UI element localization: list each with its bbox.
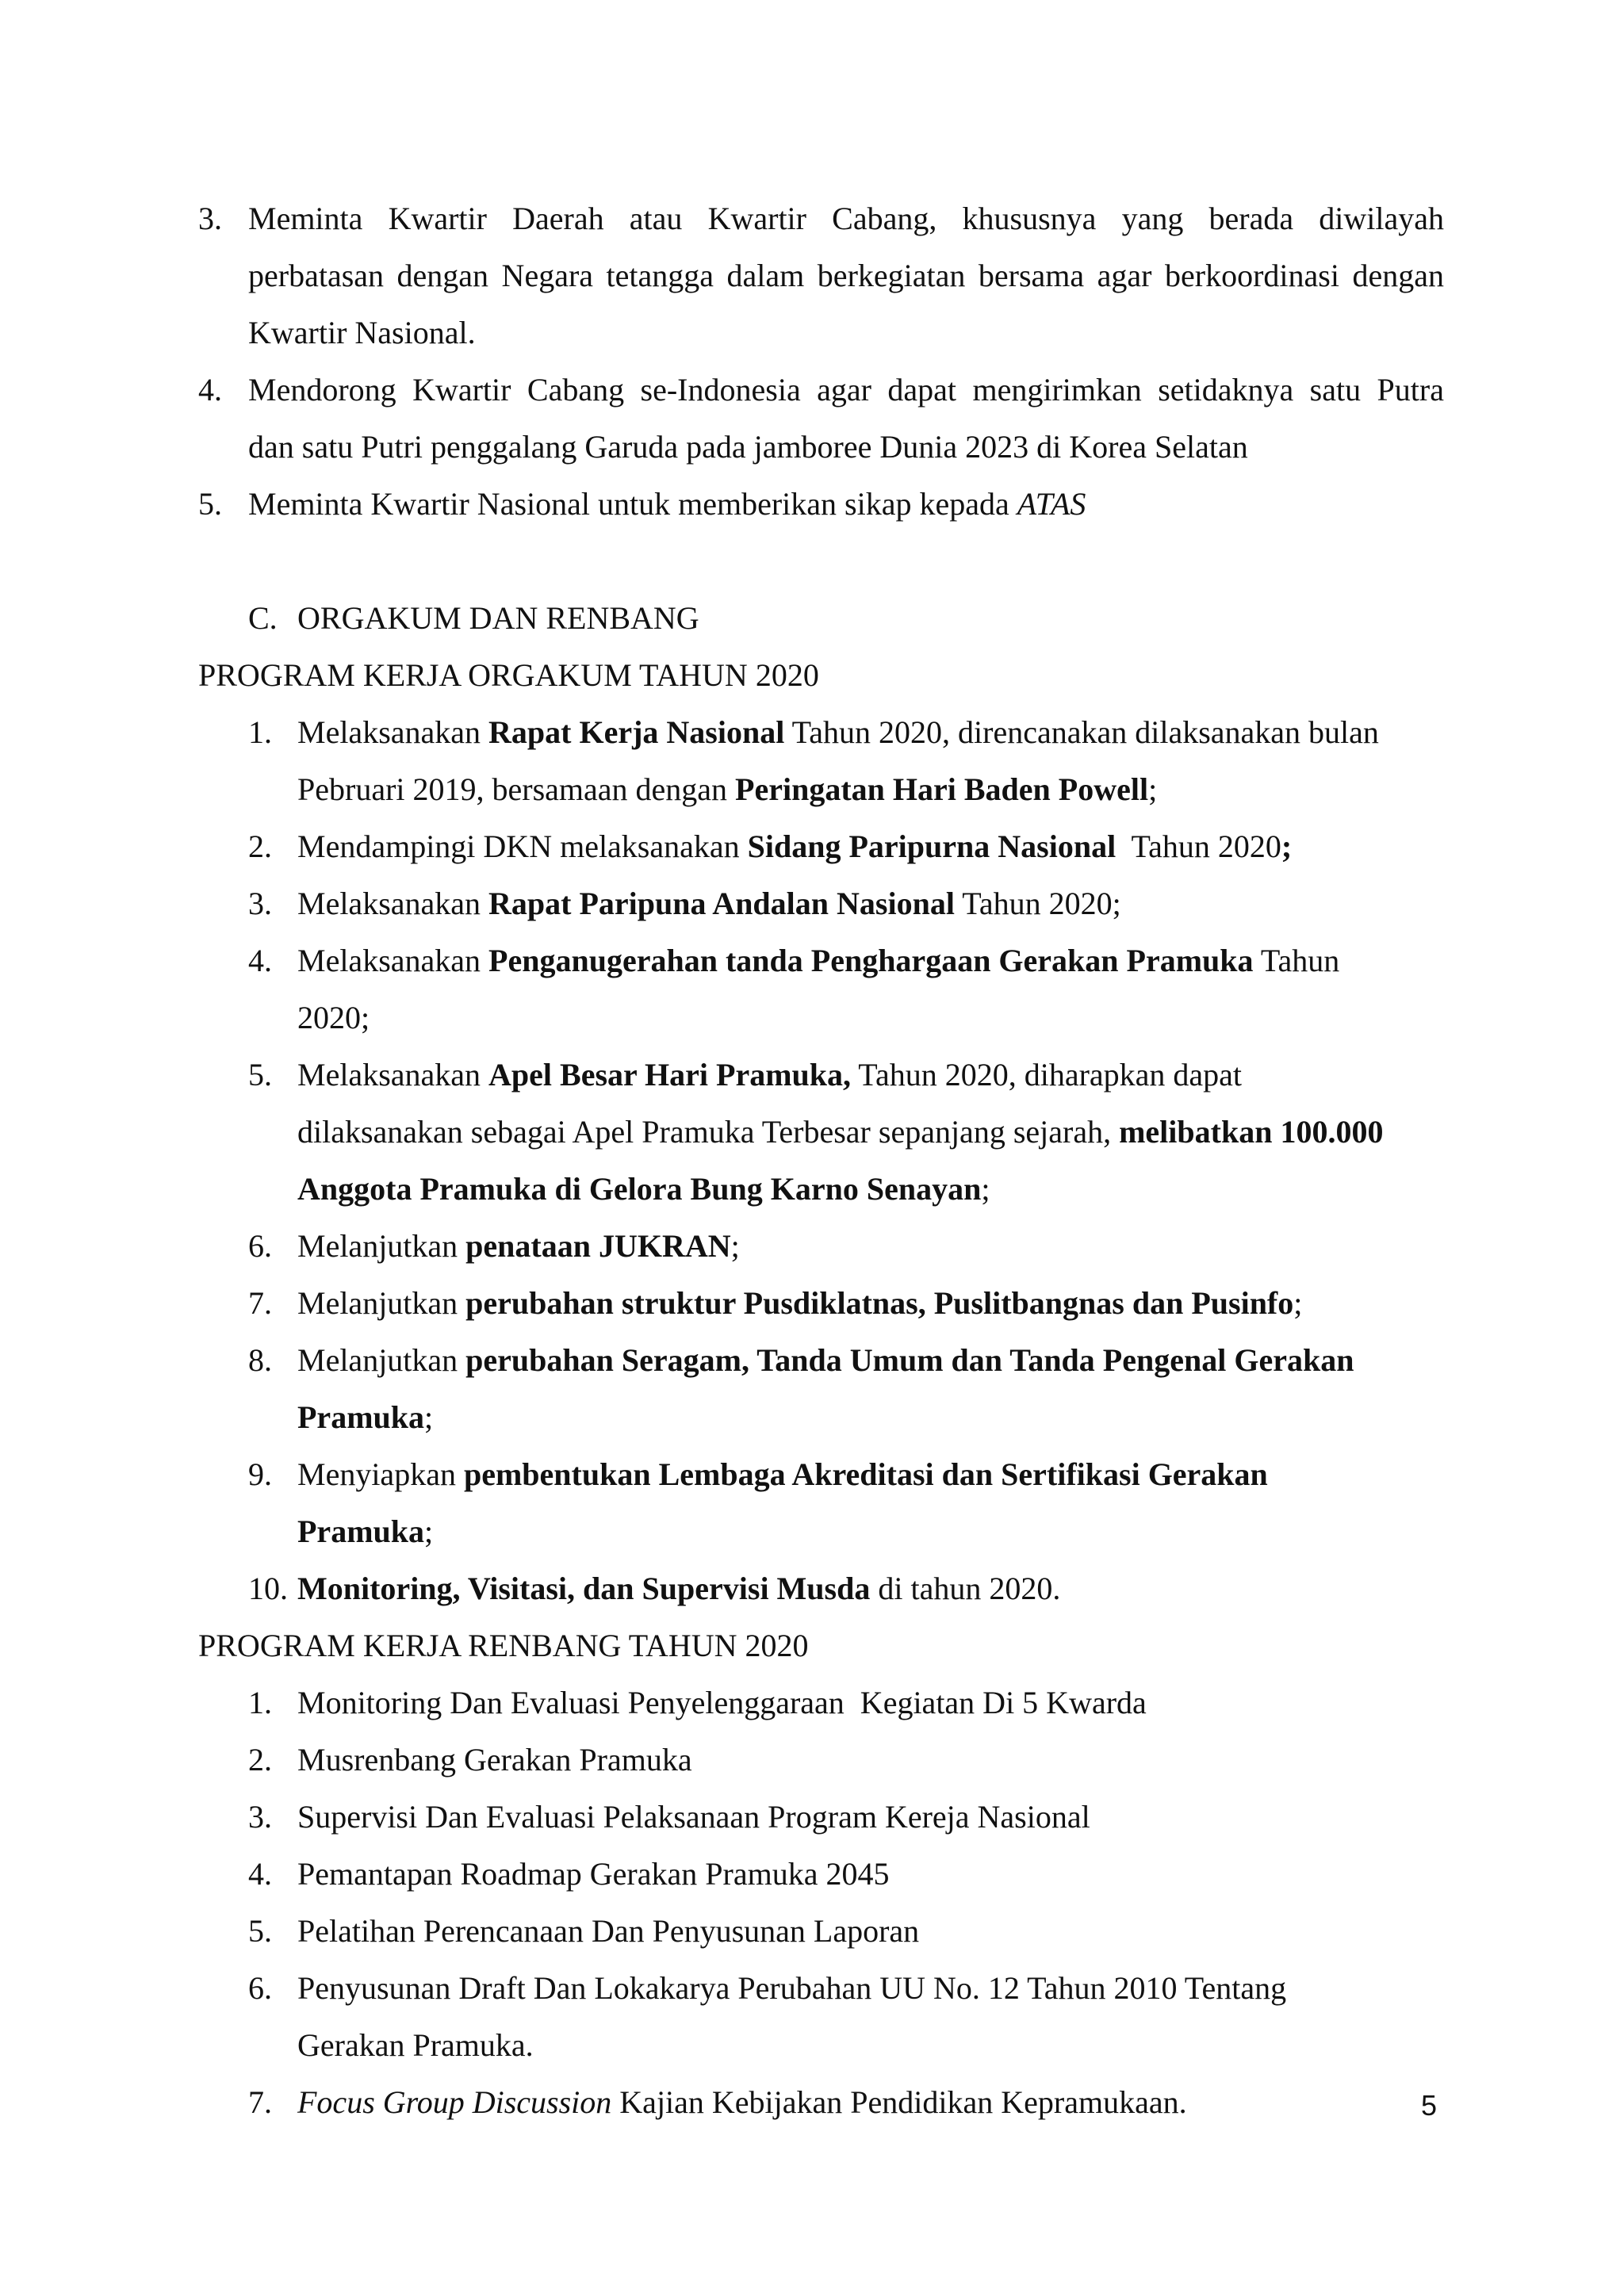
list-text-line: 2020; <box>297 1000 370 1035</box>
list-text-bold: perubahan struktur Pusdiklatnas, Puslitbangnas dan Pusinfo <box>465 1285 1294 1321</box>
list-text-italic: Focus Group Discussion <box>297 2084 612 2120</box>
list-text: Tahun <box>1253 943 1340 978</box>
list-text-line: perbatasan dengan Negara tetangga dalam berkegiatan bersama agar berkoordinasi dengan <box>248 258 1444 293</box>
list-text-bold: Peringatan Hari Baden Powell <box>735 771 1149 807</box>
list-text-line: Monitoring Dan Evaluasi Penyelenggaraan Kegiatan Di 5 Kwarda <box>297 1685 1147 1720</box>
list-text-bold: melibatkan 100.000 <box>1119 1114 1384 1150</box>
list-number: 2. <box>248 828 272 864</box>
list-text-line <box>297 1275 1302 1332</box>
list-number: 5. <box>248 1057 272 1093</box>
list-number: 7. <box>248 2084 272 2120</box>
list-number: 8. <box>248 1342 272 1378</box>
list-text-line <box>297 932 1339 989</box>
list-text: Melanjutkan <box>297 1228 466 1264</box>
list-text: Melanjutkan <box>297 1342 466 1378</box>
list-text: Melanjutkan <box>297 1285 466 1321</box>
list-text: Mendampingi DKN melaksanakan <box>297 828 748 864</box>
list-text-bold: Pramuka <box>297 1399 424 1435</box>
list-text: Tahun 2020; <box>954 886 1121 921</box>
list-text-line <box>297 761 1157 818</box>
list-number: 4. <box>248 1856 272 1892</box>
list-text: Kajian Kebijakan Pendidikan Kepramukaan. <box>611 2084 1187 2120</box>
list-text-line: Penyusunan Draft Dan Lokakarya Perubahan UU No. 12 Tahun 2010 Tentang <box>297 1970 1287 2006</box>
list-number: 6. <box>248 1970 272 2006</box>
list-text-line <box>297 875 1121 932</box>
list-text-bold: perubahan Seragam, Tanda Umum dan Tanda Pengenal Gerakan <box>465 1342 1354 1378</box>
list-text: Menyiapkan <box>297 1456 464 1492</box>
list-text-line <box>297 1332 1354 1389</box>
list-text-line: Pelatihan Perencanaan Dan Penyusunan Laporan <box>297 1913 920 1949</box>
list-text: Melaksanakan <box>297 886 489 921</box>
list-text-bold: Penganugerahan tanda Penghargaan Gerakan Pramuka <box>488 943 1254 978</box>
list-text: ; <box>424 1399 434 1435</box>
list-text-line <box>297 1560 1060 1617</box>
list-number: 5. <box>198 486 222 522</box>
list-text-line <box>297 1218 740 1275</box>
list-text-bold: Pramuka <box>297 1513 424 1549</box>
list-text-bold: Rapat Paripuna Andalan Nasional <box>488 886 955 921</box>
list-text-bold: Apel Besar Hari Pramuka, <box>488 1057 852 1093</box>
page-number: 5 <box>1421 2089 1438 2122</box>
list-text: ; <box>981 1171 990 1207</box>
section-letter: C. <box>248 600 278 636</box>
list-text-line <box>297 1104 1383 1161</box>
list-text-line: Musrenbang Gerakan Pramuka <box>297 1742 692 1777</box>
list-text: ; <box>730 1228 740 1264</box>
list-number: 1. <box>248 1685 272 1720</box>
list-number: 5. <box>248 1913 272 1949</box>
list-text: Melaksanakan <box>297 943 489 978</box>
list-text-line <box>297 1389 433 1446</box>
list-text-line: Kwartir Nasional. <box>248 315 476 350</box>
list-text: Meminta Kwartir Nasional untuk memberikan sikap kepada <box>248 486 1017 522</box>
list-number: 1. <box>248 714 272 750</box>
list-text-line: Gerakan Pramuka. <box>297 2027 534 2063</box>
list-number: 3. <box>248 1799 272 1835</box>
list-number: 3. <box>198 201 222 236</box>
list-text: di tahun 2020. <box>870 1571 1061 1606</box>
list-text-line: dan satu Putri penggalang Garuda pada jamboree Dunia 2023 di Korea Selatan <box>248 429 1248 465</box>
list-number: 10. <box>248 1571 288 1606</box>
list-text-bold: pembentukan Lembaga Akreditasi dan Sertifikasi Gerakan <box>463 1456 1268 1492</box>
list-text-line <box>248 476 1086 533</box>
list-text-bold: Anggota Pramuka di Gelora Bung Karno Senayan <box>297 1171 982 1207</box>
list-text-bold: Sidang Paripurna Nasional <box>747 828 1116 864</box>
list-text-bold: penataan JUKRAN <box>465 1228 731 1264</box>
list-text: Tahun 2020, diharapkan dapat <box>851 1057 1243 1093</box>
list-text-line <box>297 1047 1242 1104</box>
list-number: 4. <box>198 372 222 408</box>
list-text-line: Meminta Kwartir Daerah atau Kwartir Cabang, khususnya yang berada diwilayah <box>248 201 1444 236</box>
list-text: ; <box>1148 771 1158 807</box>
list-text: ; <box>424 1513 434 1549</box>
list-text-bold: Monitoring, Visitasi, dan Supervisi Musda <box>297 1571 871 1606</box>
list-number: 7. <box>248 1285 272 1321</box>
section-title: ORGAKUM DAN RENBANG <box>297 600 699 636</box>
list-text: ; <box>1293 1285 1303 1321</box>
list-text-line <box>297 1503 433 1560</box>
list-text: Melaksanakan <box>297 714 489 750</box>
list-text-bold: ; <box>1281 828 1293 864</box>
renbang-title: PROGRAM KERJA RENBANG TAHUN 2020 <box>198 1628 809 1663</box>
list-text: Pebruari 2019, bersamaan dengan <box>297 771 736 807</box>
list-number: 4. <box>248 943 272 978</box>
list-text-line <box>297 704 1379 761</box>
list-text-line <box>297 818 1292 875</box>
list-text-line: Supervisi Dan Evaluasi Pelaksanaan Program Kereja Nasional <box>297 1799 1090 1835</box>
list-number: 2. <box>248 1742 272 1777</box>
list-text: Tahun 2020, direncanakan dilaksanakan bulan <box>784 714 1379 750</box>
list-number: 3. <box>248 886 272 921</box>
list-text: Melaksanakan <box>297 1057 489 1093</box>
list-text-line <box>297 2074 1187 2131</box>
list-text-line <box>297 1446 1268 1503</box>
list-text: Tahun 2020 <box>1116 828 1281 864</box>
list-text-line: Mendorong Kwartir Cabang se-Indonesia agar dapat mengirimkan setidaknya satu Putra <box>248 372 1444 408</box>
list-number: 6. <box>248 1228 272 1264</box>
list-text-line: Pemantapan Roadmap Gerakan Pramuka 2045 <box>297 1856 890 1892</box>
list-number: 9. <box>248 1456 272 1492</box>
list-text: dilaksanakan sebagai Apel Pramuka Terbesar sepanjang sejarah, <box>297 1114 1120 1150</box>
orgakum-title: PROGRAM KERJA ORGAKUM TAHUN 2020 <box>198 657 819 693</box>
list-text-italic: ATAS <box>1017 486 1086 522</box>
list-text-line <box>297 1161 990 1218</box>
list-text-bold: Rapat Kerja Nasional <box>488 714 785 750</box>
